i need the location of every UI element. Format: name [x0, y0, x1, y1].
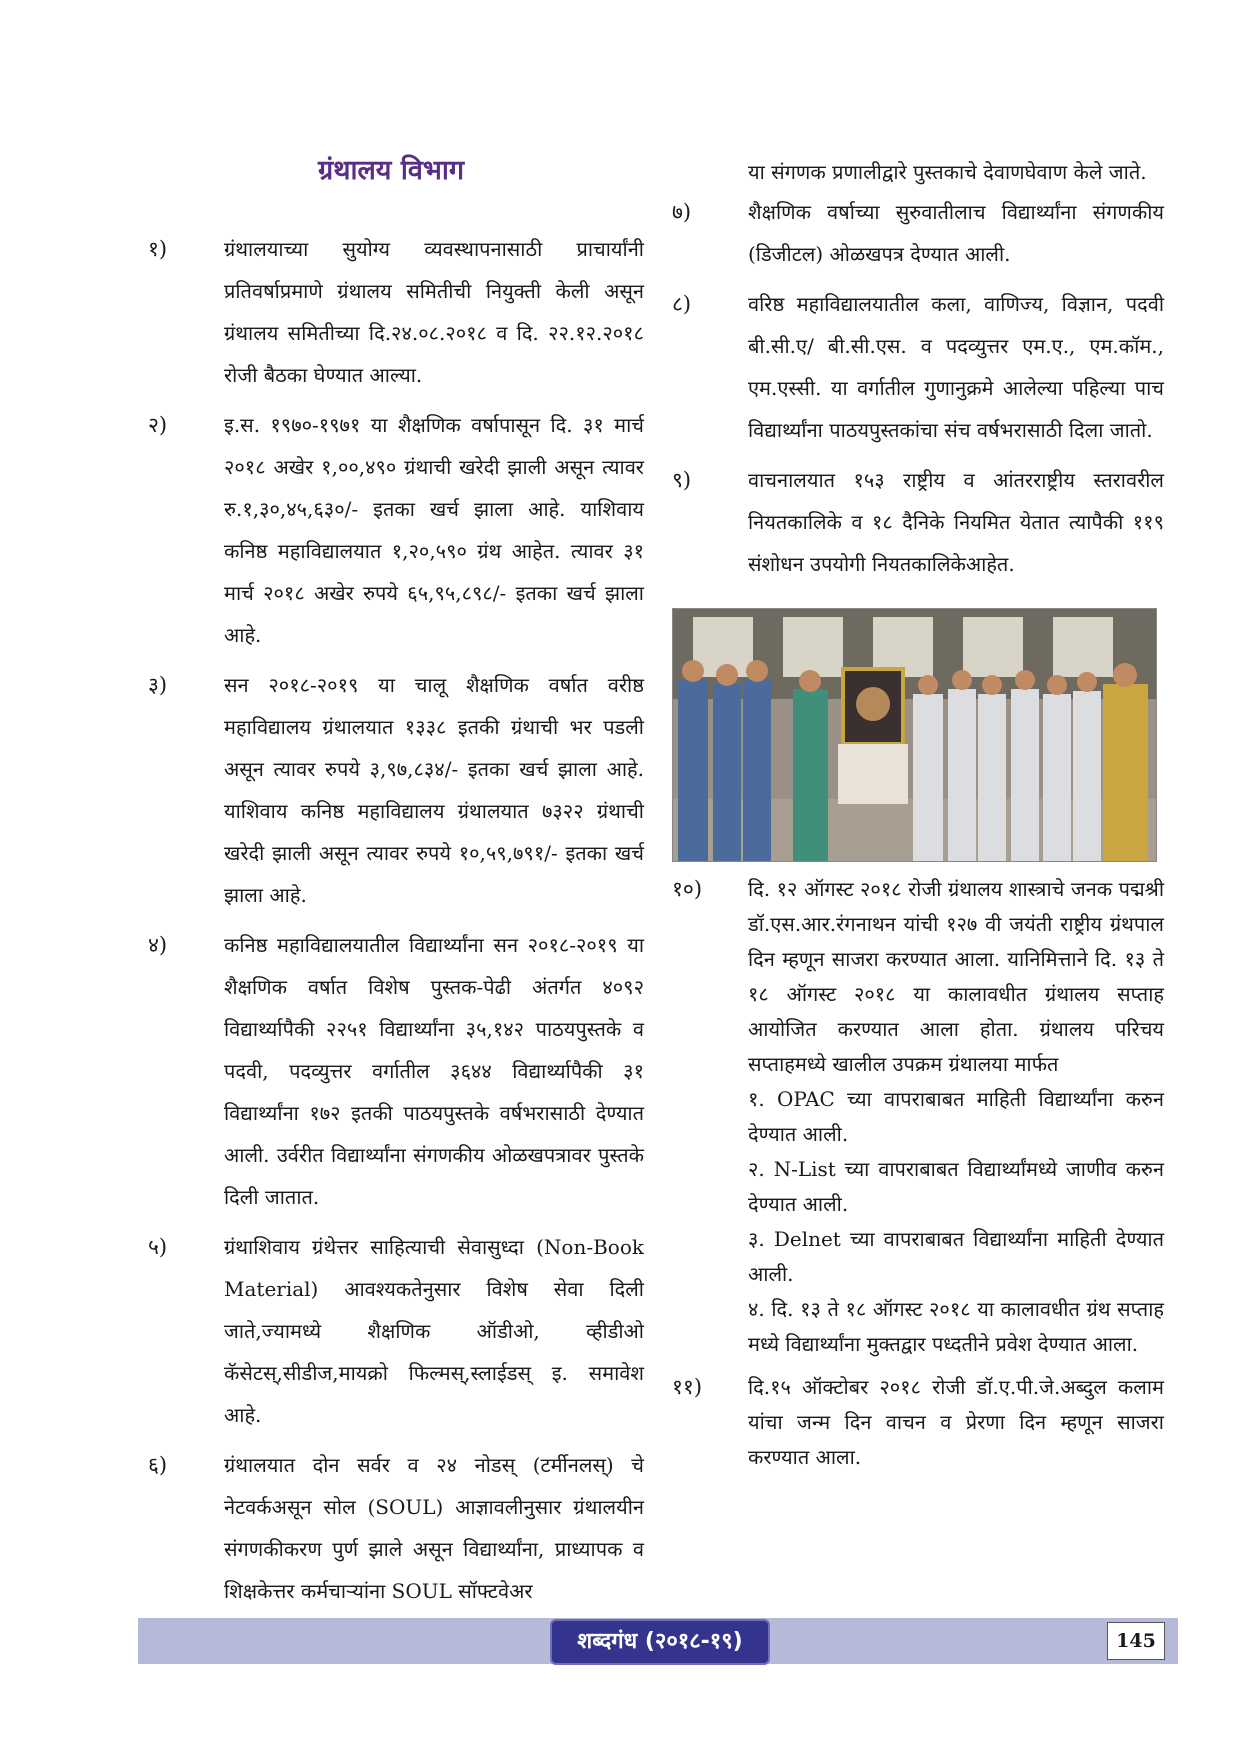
list-item [148, 228, 644, 396]
sub-item: १. OPAC च्या वापराबाबत माहिती विद्यार्थ्यांना करुन देण्यात आली. [748, 1087, 1164, 1146]
item-number: ८) [672, 292, 692, 316]
list-item [672, 283, 1164, 451]
item-text: ग्रंथाशिवाय ग्रंथेत्तर साहित्याची सेवासुध्दा (Non-Book Material) आवश्यकतेनुसार विशेष सेवा दिली जाते,ज्यामध्ये शैक्षणिक ऑडीओ, व्हीडीओ कॅसेटस्,सीडीज,मायक्रो फिल्मस्,स्लाईडस् इ. समावेश आहे. [224, 1235, 644, 1427]
list-item [148, 924, 644, 1218]
page-title: ग्रंथालय विभाग [318, 155, 465, 186]
list-item [672, 459, 1164, 585]
right-column-bottom [672, 872, 1164, 1483]
sub-item: ४. दि. १३ ते १८ ऑगस्ट २०१८ या कालावधीत ग्रंथ सप्ताह मध्ये विद्यार्थ्यांना मुक्तद्वार पध्दतीने प्रवेश देण्यात आला. [748, 1297, 1164, 1356]
item-number: ९) [672, 468, 692, 492]
item-number: ३) [148, 673, 168, 697]
item-number: १०) [672, 877, 703, 901]
item-text: वरिष्ठ महाविद्यालयातील कला, वाणिज्य, विज्ञान, पदवी बी.सी.ए/ बी.सी.एस. व पदव्युत्तर एम.ए., एम.कॉम., एम.एस्सी. या वर्गातील गुणानुक्रमे आलेल्या पहिल्या पाच विद्यार्थ्यांना पाठयपुस्तकांचा संच वर्षभरासाठी दिला जातो. [748, 292, 1164, 442]
event-photo [672, 608, 1157, 862]
sub-item: ३. Delnet च्या वापराबाबत विद्यार्थ्यांना माहिती देण्यात आली. [748, 1227, 1164, 1286]
sub-item: २. N-List च्या वापराबाबत विद्यार्थ्यांमध्ये जाणीव करुन देण्यात आली. [748, 1157, 1164, 1216]
item-number: १) [148, 237, 168, 261]
right-column-top [672, 153, 1164, 593]
item-number: ४) [148, 933, 168, 957]
item-number: ७) [672, 200, 692, 224]
item-text: दि. १२ ऑगस्ट २०१८ रोजी ग्रंथालय शास्त्राचे जनक पद्मश्री डॉ.एस.आर.रंगनाथन यांची १२७ वी जयंती राष्ट्रीय ग्रंथपाल दिन म्हणून साजरा करण्यात आला. यानिमित्ताने दि. १३ ते १८ ऑगस्ट २०१८ या कालावधीत ग्रंथालय सप्ताह आयोजित करण्यात आला होता. ग्रंथालय परिचय सप्ताहमध्ये खालील उपक्रम ग्रंथालया मार्फत [748, 877, 1164, 1076]
item-number: ६) [148, 1453, 168, 1477]
item-text: ग्रंथालयात दोन सर्वर व २४ नोडस् (टर्मीनलस्) चे नेटवर्कअसून सोल (SOUL) आज्ञावलीनुसार ग्रंथालयीन संगणकीकरण पुर्ण झाले असून विद्यार्थ्यांना, प्राध्यापक व शिक्षकेत्तर कर्मचाऱ्यांना SOUL सॉफ्टवेअर [224, 1453, 644, 1603]
continuation-text: या संगणक प्रणालीद्वारे पुस्तकाचे देवाणघेवाण केले जाते. [748, 160, 1147, 184]
item-text: वाचनालयात १५३ राष्ट्रीय व आंतरराष्ट्रीय स्तरावरील नियतकालिके व १८ दैनिके नियमित येतात त्यापैकी ११९ संशोधन उपयोगी नियतकालिकेआहेत. [748, 468, 1164, 576]
left-column [148, 228, 644, 1620]
list-item [148, 404, 644, 656]
item-text: इ.स. १९७०-१९७१ या शैक्षणिक वर्षापासून दि. ३१ मार्च २०१८ अखेर १,००,४९० ग्रंथाची खरेदी झाली असून त्यावर रु.१,३०,४५,६३०/- इतका खर्च झाला आहे. याशिवाय कनिष्ठ महाविद्यालयात १,२०,५९० ग्रंथ आहेत. त्यावर ३१ मार्च २०१८ अखेर रुपये ६५,९५,८९८/- इतका खर्च झाला आहे. [224, 413, 644, 647]
list-item [672, 1370, 1164, 1475]
list-item [148, 1444, 644, 1612]
item-text: शैक्षणिक वर्षाच्या सुरुवातीलाच विद्यार्थ्यांना संगणकीय (डिजीटल) ओळखपत्र देण्यात आली. [748, 200, 1164, 266]
item-text: ग्रंथालयाच्या सुयोग्य व्यवस्थापनासाठी प्राचार्यांनी प्रतिवर्षाप्रमाणे ग्रंथालय समितीची नियुक्ती केली असून ग्रंथालय समितीच्या दि.२४.०८.२०१८ व दि. २२.१२.२०१८ रोजी बैठका घेण्यात आल्या. [224, 237, 644, 387]
item-text: कनिष्ठ महाविद्यालयातील विद्यार्थ्यांना सन २०१८-२०१९ या शैक्षणिक वर्षात विशेष पुस्तक-पेढी अंतर्गत ४०९२ विद्यार्थ्यापैकी २२५१ विद्यार्थ्यांना ३५,१४२ पाठयपुस्तके व पदवी, पदव्युत्तर वर्गातील ३६४४ विद्यार्थ्यापैकी ३१ विद्यार्थ्यांना १७२ इतकी पाठयपुस्तके वर्षभरासाठी देण्यात आली. उर्वरीत विद्यार्थ्यांना संगणकीय ओळखपत्रावर पुस्तके दिली जातात. [224, 933, 644, 1209]
item-text: सन २०१८-२०१९ या चालू शैक्षणिक वर्षात वरीष्ठ महाविद्यालय ग्रंथालयात १३३८ इतकी ग्रंथाची भर पडली असून त्यावर रुपये ३,९७,८३४/- इतका खर्च झाला आहे. याशिवाय कनिष्ठ महाविद्यालय ग्रंथालयात ७३२२ ग्रंथाची खरेदी झाली असून त्यावर रुपये १०,५९,७९१/- इतका खर्च झाला आहे. [224, 673, 644, 907]
item-text: दि.१५ ऑक्टोबर २०१८ रोजी डॉ.ए.पी.जे.अब्दुल कलाम यांचा जन्म दिन वाचन व प्रेरणा दिन म्हणून साजरा करण्यात आला. [748, 1375, 1164, 1469]
item-number: २) [148, 413, 168, 437]
list-item [672, 191, 1164, 275]
list-item [148, 1226, 644, 1436]
item-number: ११) [672, 1375, 703, 1399]
list-item [148, 664, 644, 916]
page-number: 145 [1107, 1622, 1165, 1660]
list-item [672, 872, 1164, 1362]
footer-label: शब्दगंध (२०१८-१९) [550, 1619, 770, 1665]
item-number: ५) [148, 1235, 168, 1259]
